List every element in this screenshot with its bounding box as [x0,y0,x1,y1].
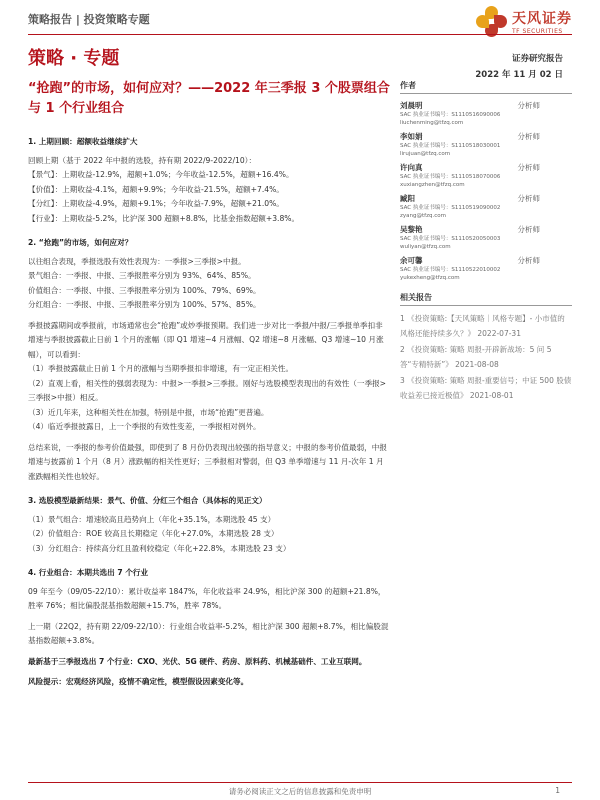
author-role: 分析师 [517,256,540,265]
author-entry [400,131,572,158]
author-name: 余可馨 [400,256,423,265]
related-report-link[interactable]: 2 《投资策略: 策略 周报-开辟新战场：5 问 5 答“专精特新”》 2021-08-08 [400,345,552,369]
author-entry [400,162,572,189]
paragraph: 以往组合表现，季报选股有效性表现为：一季报>三季报>中报。 [28,256,246,266]
author-name: 李如娟 [400,132,423,141]
author-cert: SAC 执业证书编号：S1110520050003 [400,236,501,242]
paragraph: （1）季报披露截止日前 1 个月的涨幅与当期季报扣非增速，有一定正相关性。 [28,364,294,373]
paragraph: （3）分红组合：持续高分红且盈利较稳定（年化+22.8%，本期选股 23 支） [28,543,291,553]
logo-text-cn: 天风证券 [512,10,572,27]
author-name: 许向真 [400,163,423,172]
paragraph: 【分红】：上期收益-4.9%，超额+9.1%；今年收益-7.9%，超额+21.0%。 [28,199,284,208]
author-email[interactable]: zyang@tfzq.com [400,213,446,219]
author-cert: SAC 执业证书编号：S1110518030001 [400,143,501,149]
author-role: 分析师 [517,225,540,234]
section-1-heading: 1. 上期回顾：超额收益继续扩大 [28,137,138,146]
author-role: 分析师 [517,163,540,172]
author-email[interactable]: yukexheng@tfzq.com [400,275,460,281]
logo-flower-icon [474,4,508,38]
author-role: 分析师 [517,101,540,110]
report-date: 2022 年 11 月 02 日 [475,70,563,80]
section-2-heading: 2. “抢跑”的市场，如何应对？ [28,238,133,247]
author-entry [400,224,572,251]
paragraph: 分红组合：一季报、中报、三季报胜率分别为 100%、57%、85%。 [28,300,261,309]
paragraph: 【价值】：上期收益-4.1%，超额+9.9%；今年收益-21.5%，超额+7.4%。 [28,184,284,194]
author-email[interactable]: wuliyan@tfzq.com [400,244,451,250]
related-reports-heading: 相关报告 [400,292,572,306]
paragraph: 总结来说，一季报的参考价值最强，即使到了 8 月份仍表现出较强的指导意义；中报的参考价值最弱，中报增速与披露前 1 个月（8 月）涨跌幅的相关性更好；三季报相对警弱，但 Q3 单季增速与 11 月-次年 1 月涨跌幅相关性也较好。 [28,442,387,481]
related-report-link[interactable]: 3 《投资策略: 策略 周报-重要信号；中证 500 股债收益差已接近极值》 2021-08-01 [400,376,572,400]
author-cert: SAC 执业证书编号：S1110522010002 [400,267,501,273]
author-role: 分析师 [517,132,540,141]
author-entry [400,193,572,220]
related-report-link[interactable]: 1 《投资策略:【天风策略｜风格专题】- 小市值的风格还能持续多久？》 2022-07-31 [400,314,565,338]
authors-heading: 作者 [400,80,572,94]
author-cert: SAC 执业证书编号：S1110518070006 [400,174,501,180]
paragraph: 季报披露期间或季报前，市场通常也会“抢跑”或炒季报预期。我们进一步对比一季报/中报/三季报单季扣非增速与季报披露截止日前 1 个月的涨幅（即 Q1 增速~4 月涨幅、Q2 增速~8 月涨幅、Q3 增速~10 月涨幅），可以看到： [28,320,384,359]
paragraph: 【景气】：上期收益-12.9%，超额+1.0%；今年收益-12.5%，超额+16.4%。 [28,170,294,179]
author-name: 臧阳 [400,194,415,203]
paragraph: 最新基于三季报选出 7 个行业：CXO、光伏、5G 硬件、药房、原料药、机械基础件、工业互联网。 [28,656,367,666]
author-email[interactable]: xuxiangzhen@tfzq.com [400,182,465,188]
paragraph: 回顾上期（基于 2022 年中报的选股，持有期 2022/9-2022/10）： [28,155,257,165]
company-logo [474,4,572,38]
sidebar [400,80,572,405]
section-4-heading: 4. 行业组合：本期共选出 7 个行业 [28,568,149,577]
page-number: 1 [555,786,560,795]
paragraph: 09 年至今（09/05-22/10）：累计收益率 1847%，年化收益率 24.9%，相比沪深 300 的超额+21.8%，胜率 76%；相比偏股混基指数超额+15.7%，胜率 78%。 [28,586,386,610]
author-entry [400,100,572,127]
paragraph: 价值组合：一季报、中报、三季报胜率分别为 100%、79%、69%。 [28,285,261,295]
paragraph: 上一期（22Q2，持有期 22/09-22/10）：行业组合收益率-5.2%，相比沪深 300 超额+8.7%，相比偏股混基指数超额+3.8%。 [28,621,389,645]
author-entry [400,255,572,282]
author-email[interactable]: liuchenming@tfzq.com [400,120,464,126]
main-title: “抢跑”的市场，如何应对？——2022 年三季报 3 个股票组合与 1 个行业组合 [28,81,390,116]
author-role: 分析师 [517,194,540,203]
paragraph: （3）近几年来，这种相关性在加强，特别是中报，市场“抢跑”更普遍。 [28,407,269,417]
author-name: 刘晨明 [400,101,423,110]
paragraph: （2）价值组合：ROE 较高且长期稳定（年化+27.0%，本期选股 28 支） [28,529,279,538]
paragraph: （2）直观上看，相关性的强弱表现为：中报>一季报>三季报。刚好与选股模型表现出的有效性（一季报>三季报>中报）相反。 [28,378,387,402]
header-rule [28,34,572,35]
author-email[interactable]: lirujuan@tfzq.com [400,151,451,157]
report-category: 策略报告 | 投资策略专题 [28,13,150,26]
author-name: 吴黎艳 [400,225,423,234]
paragraph: 景气组合：一季报、中报、三季报胜率分别为 93%、64%、85%。 [28,271,256,280]
series-title: 策略 · 专题 [28,48,120,69]
disclaimer-footer: 请务必阅读正文之后的信息披露和免责申明 [228,787,372,796]
paragraph: （4）临近季报披露日，上一个季报的有效性变差，一季报相对例外。 [28,422,261,431]
footer-rule [28,782,572,783]
paragraph: （1）景气组合：增速较高且趋势向上（年化+35.1%，本期选股 45 支） [28,514,276,524]
main-body [28,135,390,690]
author-cert: SAC 执业证书编号：S1110519090002 [400,205,501,211]
logo-text-en: TF SECURITIES [512,27,563,35]
risk-warning: 风险提示：宏观经济风险，疫情不确定性，模型假设因素变化等。 [28,677,249,686]
paragraph: 【行业】：上期收益-5.2%，比沪深 300 超额+8.8%，比基金指数超额+3.8%。 [28,213,300,223]
report-type: 证券研究报告 [511,54,563,64]
author-cert: SAC 执业证书编号：S1110516090006 [400,112,501,118]
section-3-heading: 3. 选股模型最新结果：景气、价值、分红三个组合（具体标的见正文） [28,496,267,505]
